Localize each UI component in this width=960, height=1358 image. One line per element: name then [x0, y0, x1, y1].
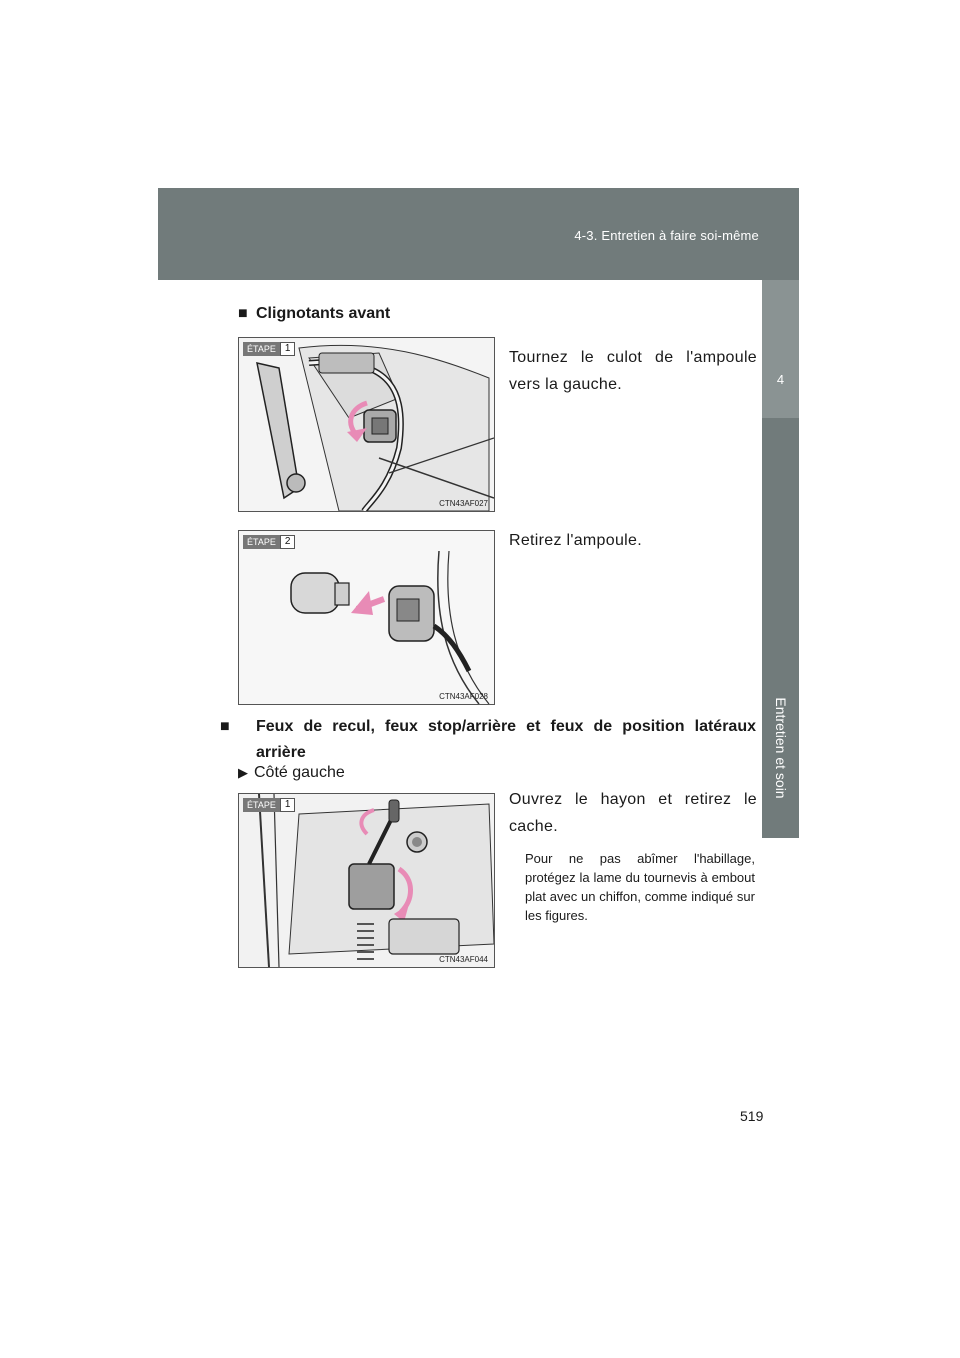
figure-step2-remove-bulb [238, 530, 495, 705]
illustration-cover-removal [239, 794, 494, 967]
triangle-right-icon: ▶ [238, 765, 248, 780]
section-title: 4-3. Entretien à faire soi-même [574, 228, 759, 243]
chapter-label-tab [762, 418, 799, 838]
instruction-step2: Retirez l'ampoule. [509, 532, 642, 549]
instruction-step1-cover: Ouvrez le hayon et retirez le cache. [509, 791, 757, 835]
chapter-label: Entretien et soin [772, 697, 789, 799]
sub-heading-text: Côté gauche [254, 764, 345, 781]
instruction-step1: Tournez le culot de l'ampoule vers la gauche. [509, 349, 757, 393]
note-protect-trim: Pour ne pas abîmer l'habillage, protégez la lame du tournevis à embout plat avec un chiffon, comme indiqué sur les figures. [525, 851, 755, 923]
step-badge: ÉTAPE 1 [243, 798, 295, 812]
step-badge: ÉTAPE 1 [243, 342, 295, 356]
figure-code: CTN43AF028 [439, 692, 488, 701]
page-number: 519 [740, 1108, 764, 1124]
step-badge: ÉTAPE 2 [243, 535, 295, 549]
illustration-bulb-removal [239, 531, 494, 704]
figure-code: CTN43AF027 [439, 499, 488, 508]
header-band [158, 188, 799, 280]
chapter-number-tab [762, 280, 799, 418]
square-bullet-icon: ■ [220, 718, 230, 735]
figure-code: CTN43AF044 [439, 955, 488, 964]
figure-step1-remove-cover [238, 793, 495, 968]
section-heading-text: Feux de recul, feux stop/arrière et feux de position latéraux arrière [256, 718, 756, 761]
illustration-socket-turn [239, 338, 494, 511]
section-heading-rear-lights [220, 714, 756, 766]
figure-step1-turn-socket [238, 337, 495, 512]
sub-heading-left-side [238, 764, 345, 782]
square-bullet-icon: ■ [238, 305, 248, 322]
section-heading-text: Clignotants avant [256, 305, 391, 322]
chapter-number: 4 [776, 372, 785, 387]
section-heading-front-indicators [238, 301, 758, 327]
